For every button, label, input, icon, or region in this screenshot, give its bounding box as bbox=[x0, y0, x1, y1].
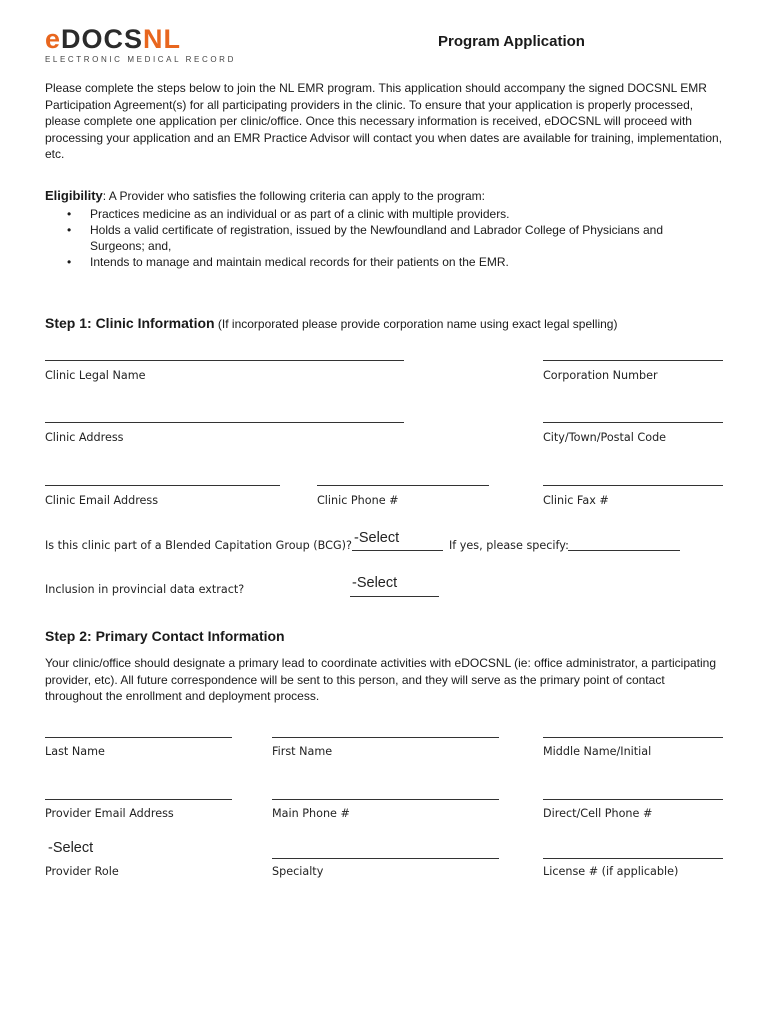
provider-email-label: Provider Email Address bbox=[45, 807, 174, 820]
list-item: • Practices medicine as an individual or as part of a clinic with multiple providers. bbox=[67, 207, 510, 221]
clinic-address-label: Clinic Address bbox=[45, 431, 124, 444]
provider-role-select[interactable]: -Select bbox=[48, 840, 94, 856]
clinic-legal-name-field[interactable] bbox=[45, 360, 404, 361]
clinic-legal-name-label: Clinic Legal Name bbox=[45, 369, 146, 382]
clinic-email-field[interactable] bbox=[45, 485, 280, 486]
step2-paragraph: Your clinic/office should designate a primary lead to coordinate activities with eDOCSNL (ie: office administrator, a participating provider, etc). All future correspondence will be sent to this person, and they will serve as the primary point of contact throughout the enrollment and deployment process. bbox=[45, 656, 717, 703]
data-extract-underline bbox=[350, 596, 439, 597]
first-name-label: First Name bbox=[272, 745, 333, 758]
bullet-icon: • bbox=[67, 223, 72, 237]
logo-subtitle: ELECTRONIC MEDICAL RECORD bbox=[45, 55, 236, 64]
specialty-label: Specialty bbox=[272, 865, 324, 878]
step2-heading: Step 2: Primary Contact Information bbox=[45, 628, 285, 644]
direct-cell-field[interactable] bbox=[543, 799, 723, 800]
step1-note: (If incorporated please provide corporation name using exact legal spelling) bbox=[214, 317, 618, 331]
clinic-address-field[interactable] bbox=[45, 422, 404, 423]
last-name-label: Last Name bbox=[45, 745, 105, 758]
middle-name-field[interactable] bbox=[543, 737, 723, 738]
license-label: License # (if applicable) bbox=[543, 865, 679, 878]
specialty-field[interactable] bbox=[272, 858, 499, 859]
corporation-number-label: Corporation Number bbox=[543, 369, 658, 382]
first-name-field[interactable] bbox=[272, 737, 499, 738]
main-phone-label: Main Phone # bbox=[272, 807, 350, 820]
main-phone-field[interactable] bbox=[272, 799, 499, 800]
data-extract-question: Inclusion in provincial data extract? bbox=[45, 583, 245, 596]
clinic-phone-label: Clinic Phone # bbox=[317, 494, 399, 507]
middle-name-label: Middle Name/Initial bbox=[543, 745, 652, 758]
edocsnl-logo bbox=[45, 26, 236, 64]
eligibility-list bbox=[45, 206, 705, 270]
eligibility-text: : A Provider who satisfies the following criteria can apply to the program: bbox=[102, 189, 485, 203]
bcg-question: Is this clinic part of a Blended Capitation Group (BCG)? bbox=[45, 539, 352, 552]
intro-paragraph: Please complete the steps below to join the NL EMR program. This application should accompany the signed DOCSNL EMR Participation Agreement(s) for all participating providers in the clinic. To ensure that your application is properly processed, please complete one application per clinic/office. Once this necessary information is received, eDOCSNL will proceed with processing your application and an EMR Practice Advisor will contact you when dates are available for training, implementation, etc. bbox=[45, 81, 723, 161]
clinic-email-label: Clinic Email Address bbox=[45, 494, 159, 507]
logo-docs: DOCS bbox=[61, 24, 144, 54]
last-name-field[interactable] bbox=[45, 737, 232, 738]
data-extract-select[interactable]: -Select bbox=[352, 575, 398, 591]
corporation-number-field[interactable] bbox=[543, 360, 723, 361]
logo-e: e bbox=[45, 24, 62, 54]
list-item: • Intends to manage and maintain medical records for their patients on the EMR. bbox=[67, 255, 509, 269]
eligibility-section bbox=[45, 188, 725, 205]
list-item: • Holds a valid certificate of registration, issued by the Newfoundland and Labrador College of Physicians and Surgeons; and, bbox=[67, 223, 663, 253]
bcg-select[interactable]: -Select bbox=[354, 530, 400, 546]
license-field[interactable] bbox=[543, 858, 723, 859]
city-town-postal-label: City/Town/Postal Code bbox=[543, 431, 667, 444]
provider-email-field[interactable] bbox=[45, 799, 232, 800]
clinic-phone-field[interactable] bbox=[317, 485, 489, 486]
bullet-icon: • bbox=[67, 207, 72, 221]
city-town-postal-field[interactable] bbox=[543, 422, 723, 423]
bullet-icon: • bbox=[67, 255, 72, 269]
bcg-select-underline bbox=[352, 550, 443, 551]
page-title: Program Application bbox=[438, 33, 585, 50]
clinic-fax-field[interactable] bbox=[543, 485, 723, 486]
step1-heading: Step 1: Clinic Information (If incorporated please provide corporation name using exact legal spelling) bbox=[45, 315, 618, 331]
eligibility-label: Eligibility bbox=[45, 188, 103, 203]
bcg-specify-field[interactable] bbox=[568, 550, 680, 551]
logo-nl: NL bbox=[143, 24, 182, 54]
bcg-specify-label: If yes, please specify: bbox=[449, 539, 569, 552]
clinic-fax-label: Clinic Fax # bbox=[543, 494, 609, 507]
provider-role-label: Provider Role bbox=[45, 865, 119, 878]
direct-cell-label: Direct/Cell Phone # bbox=[543, 807, 653, 820]
